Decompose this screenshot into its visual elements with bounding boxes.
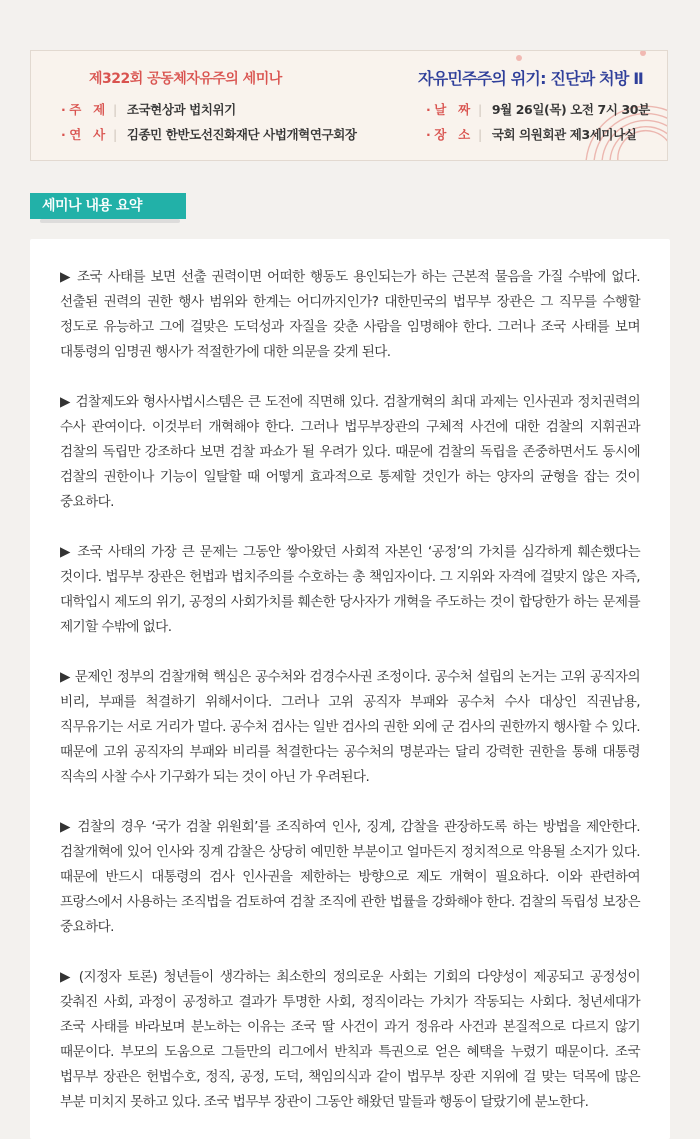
place-label: · 장 소 xyxy=(426,127,470,142)
summary-paragraph-1: ▶ 조국 사태를 보면 선출 권력이면 어떠한 행동도 용인되는가 하는 근본적 물음을 가질 수밖에 없다. 선출된 권력의 권한 행사 범위와 한계는 어디까지인가? 대한민국의 법무부 장관은 그 직무를 수행할 정도로 유능하고 그에 걸맞은 도덕성과 자질을 갖춘 사람을 임명해야 한다. 그러나 조국 사태를 보며 대통령의 임명권 행사가 적절한가에 대한 의문을 갖게 된다. xyxy=(60,269,640,360)
seminar-header-card xyxy=(30,50,668,161)
divider: | xyxy=(478,101,482,117)
seminar-number: 제322회 공동체자유주의 세미나 xyxy=(89,71,282,87)
summary-paragraph-4: ▶ 문제인 정부의 검찰개혁 핵심은 공수처와 검경수사권 조정이다. 공수처 설립의 논거는 고위 공직자의 비리, 부패를 척결하기 위해서이다. 그러나 고위 공직자 부패와 공수처 수사 대상인 직권남용, 직무유기는 서로 거리가 멀다. 공수처 검사는 일반 검사의 권한 외에 군 검사의 권한까지 행사할 수 있다. 때문에 고위 공직자의 부패와 비리를 척결한다는 공수처의 명분과는 달리 강력한 권한을 통해 대통령 직속의 사찰 수사 기구화가 되는 것이 아닌 가 우려된다. xyxy=(60,669,640,785)
divider: | xyxy=(478,126,482,142)
topic-row xyxy=(61,100,236,118)
date-label: · 날 짜 xyxy=(426,102,470,117)
date-value: 9월 26일(목) 오전 7시 30분 xyxy=(491,102,650,117)
place-row xyxy=(426,125,636,143)
divider: | xyxy=(113,101,117,117)
tab-shadow xyxy=(40,219,180,223)
seminar-title: 자유민주주의 위기: 진단과 처방 Ⅱ xyxy=(418,69,643,88)
topic-value: 조국현상과 법치위기 xyxy=(126,102,236,117)
speaker-row xyxy=(61,125,357,143)
place-value: 국회 의원회관 제3세미나실 xyxy=(491,127,637,142)
summary-paragraph-5: ▶ 검찰의 경우 ‘국가 검찰 위원회’를 조직하여 인사, 징계, 감찰을 관장하도록 하는 방법을 제안한다. 검찰개혁에 있어 인사와 징계 감찰은 상당히 예민한 부분이고 얼마든지 정치적으로 악용될 소지가 있다. 때문에 반드시 대통령의 검사 인사권을 제한하는 방향으로 제도 개혁이 필요하다. 이와 관련하여 프랑스에서 사용하는 조직법을 검토하여 검찰 조직에 관한 법률을 강화해야 한다. 검찰의 독립성 보장은 중요하다. xyxy=(60,819,640,935)
summary-paragraph-6: ▶ (지정자 토론) 청년들이 생각하는 최소한의 정의로운 사회는 기회의 다양성이 제공되고 공정성이 갖춰진 사회, 과정이 공정하고 결과가 투명한 사회, 정직이라는 가치가 작동되는 사회다. 청년세대가 조국 사태를 바라보며 분노하는 이유는 조국 딸 사건이 과거 정유라 사건과 본질적으로 다르지 않기 때문이다. 부모의 도움으로 그들만의 리그에서 반칙과 특권으로 얻은 혜택을 누렸기 때문이다. 조국 법무부 장관은 헌법수호, 정직, 공정, 도덕, 책임의식과 같이 법무부 장관 지위에 걸 맞는 덕목에 많은 부분 미치지 못하고 있다. 조국 법무부 장관이 그동안 해왔던 말들과 행동이 달랐기에 분노한다. xyxy=(60,969,640,1110)
summary-content-panel xyxy=(30,239,670,1139)
summary-tab-label: 세미나 내용 요약 xyxy=(30,193,186,219)
summary-paragraph-2: ▶ 검찰제도와 형사사법시스템은 큰 도전에 직면해 있다. 검찰개혁의 최대 과제는 인사권과 정치권력의 수사 관여이다. 이것부터 개혁해야 한다. 그러나 법무부장관의 구체적 사건에 대한 검찰의 지휘권과 검찰의 독립만 강조하다 보면 검찰 파쇼가 될 우려가 있다. 때문에 검찰의 독립을 존중하면서도 동시에 검찰의 권한이나 기능이 일탈할 때 어떻게 효과적으로 통제할 것인가 하는 양자의 균형을 잡는 것이 중요하다. xyxy=(60,394,640,510)
speaker-value: 김종민 한반도선진화재단 사법개혁연구회장 xyxy=(126,127,357,142)
date-row xyxy=(426,100,650,118)
speaker-label: · 연 사 xyxy=(61,127,105,142)
divider: | xyxy=(113,126,117,142)
summary-paragraph-3: ▶ 조국 사태의 가장 큰 문제는 그동안 쌓아왔던 사회적 자본인 ‘공정’의 가치를 심각하게 훼손했다는 것이다. 법무부 장관은 헌법과 법치주의를 수호하는 총 책임자이다. 그 지위와 자격에 걸맞지 않은 자즉, 대학입시 제도의 위기, 공정의 사회가치를 훼손한 당사자가 개혁을 주도하는 것이 합당한가 하는 문제를 제기할 수밖에 없다. xyxy=(60,544,640,635)
topic-label: · 주 제 xyxy=(61,102,105,117)
